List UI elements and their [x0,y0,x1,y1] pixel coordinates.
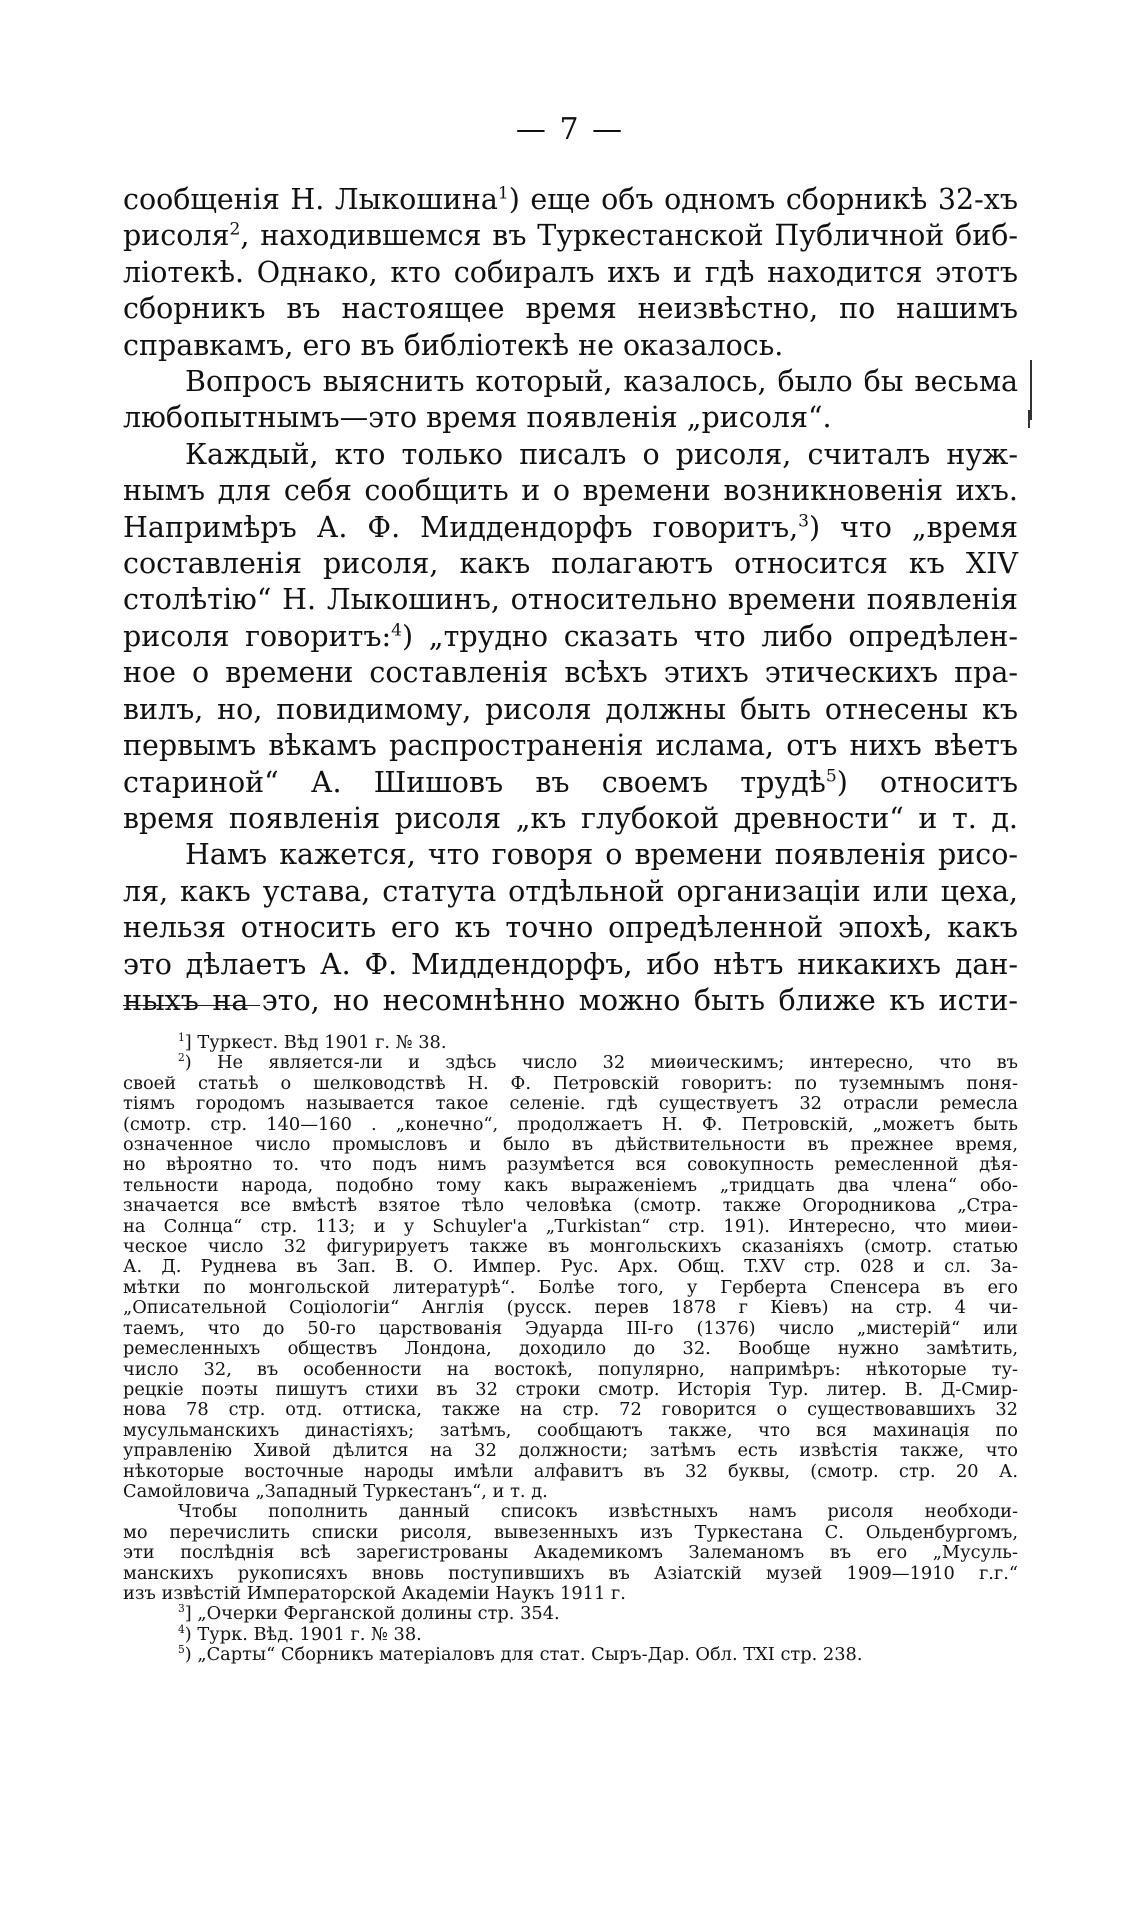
main-text [123,182,1018,1019]
main-line-10: Напримѣръ А. Ф. Миддендорфъ говоритъ,$^3$) что „время [123,510,1018,544]
footnote-1: $^1$] Туркест. Вѣд 1901 г. № 38. [178,1031,447,1053]
footnote-line: означенное число промысловъ и было въ дѣйствительности въ прежнее время, [123,1134,1018,1156]
main-line-23: ныхъ на это, но несомнѣнно можно быть ближе къ исти- [123,983,1018,1017]
main-line-17: стариной“ А. Шишовъ въ своемъ трудѣ$^5$) относитъ [123,765,1018,799]
main-line-19: Намъ кажется, что говоря о времени появленія рисо- [185,838,1018,872]
main-line-22: это дѣлаетъ А. Ф. Миддендорфъ, ибо нѣтъ никакихъ дан- [123,947,1018,981]
footnote-line: (смотр. стр. 140—160 . „конечно“, продолжаетъ Н. Ф. Петровскій, „можетъ быть [123,1113,1018,1135]
footnote-5: $^5$) „Сарты“ Сборникъ матеріаловъ для стат. Сыръ-Дар. Обл. TXI стр. 238. [178,1643,863,1666]
footnote-line: мусульманскихъ династіяхъ; затѣмъ, сообщаютъ также, что вся махинація по [123,1419,1018,1441]
footnote-line: своей статьѣ о шелководствѣ Н. Ф. Петровскій говоритъ: по туземнымъ поня- [123,1072,1018,1094]
footnote-separator-rule [123,1005,260,1006]
margin-pencil-mark [1030,360,1032,420]
footnote-line: управленію Хивой дѣлится на 32 должности; затѣмъ есть извѣстія также, что [123,1440,1018,1462]
main-line-4: сборникъ въ настоящее время неизвѣстно, по нашимъ [123,292,1018,326]
footnote-line: Самойловича „Западный Туркестанъ“, и т. д. [123,1480,548,1502]
footnote-line: рецкіе поэты пишутъ стихи въ 32 строки смотр. Исторія Тур. литер. В. Д-Смир- [123,1378,1018,1400]
footnote-line: таемъ, что до 50-го царствованія Эдуарда III-го (1376) число „мистерій“ или [123,1317,1018,1339]
margin-pencil-mark [1028,410,1030,428]
footnote-line: А. Д. Руднева въ Зап. В. О. Импер. Рус. Арх. Общ. T.XV стр. 028 и сл. За- [123,1256,1018,1278]
main-line-13: рисоля говоритъ:$^4$) „трудно сказать что либо опредѣлен- [123,619,1018,653]
main-line-9: нымъ для себя сообщить и о времени возникновенія ихъ. [123,474,1018,508]
main-line-6: Вопросъ выяснить который, казалось, было бы весьма [185,365,1018,399]
footnote-line: нова 78 стр. отд. оттиска, также на стр. 72 говорится о существовавшихъ 32 [123,1399,1018,1421]
footnote-line: Чтобы пополнить данный списокъ извѣстныхъ намъ рисоля необходи- [178,1501,1018,1523]
main-line-16: первымъ вѣкамъ распространенія ислама, отъ нихъ вѣетъ [123,729,1018,763]
footnote-line: на Солнца“ стр. 113; и у Schuyler'a „Turkistan“ стр. 191). Интересно, что миѳи- [123,1215,1018,1237]
main-line-14: ное о времени составленія всѣхъ этихъ этическихъ пра- [123,656,1018,690]
footnote-line: тіямъ городомъ называется такое селеніе. гдѣ существуетъ 32 отрасли ремесла [123,1093,1018,1115]
footnote-line: ческое число 32 фигурируетъ также въ монгольскихъ сказаніяхъ (смотр. статью [123,1236,1018,1258]
footnote-line: изъ извѣстій Императорской Академіи Наукъ 1911 г. [123,1582,626,1604]
main-line-7: любопытнымъ—это время появленія „рисоля“. [123,401,832,435]
footnote-line: но вѣроятно то. что подъ нимъ разумѣется вся совокупность ремесленной дѣя- [123,1154,1018,1176]
footnote-4: $^4$) Турк. Вѣд. 1901 г. № 38. [178,1622,422,1645]
main-line-21: нельзя относить его къ точно опредѣленной эпохѣ, какъ [123,911,1018,945]
footnotes [123,1033,1018,1666]
footnote-line: мѣтки по монгольской литературѣ“. Болѣе того, у Герберта Спенсера въ его [123,1276,1018,1298]
footnote-line: число 32, въ особенности на востокѣ, популярно, напримѣръ: нѣкоторые ту- [123,1358,1018,1380]
main-line-8: Каждый, кто только писалъ о рисоля, считалъ нуж- [185,437,1018,471]
footnote-line: нѣкоторые восточные народы имѣли алфавитъ въ 32 буквы, (смотр. стр. 20 А. [123,1460,1018,1482]
footnote-line: эти послѣднія всѣ зарегистрованы Академикомъ Залеманомъ въ его „Мусуль- [123,1542,1018,1564]
main-line-12: столѣтію“ Н. Лыкошинъ, относительно времени появленія [123,583,1018,617]
footnote-line: значается все вмѣстѣ взятое тѣло человѣка (смотр. также Огородникова „Стра- [123,1195,1018,1217]
page-number: — 7 — [515,112,625,147]
main-line-20: ля, какъ устава, статута отдѣльной организаціи или цеха, [123,874,1018,908]
footnote-line: мо перечислить списки рисоля, вывезенныхъ изъ Туркестана С. Ольденбургомъ, [123,1521,1018,1543]
main-line-1: сообщенія Н. Лыкошина$^1$) еще объ одномъ сборникѣ 32-хъ [123,183,1018,216]
footnote-line: ремесленныхъ обществъ Лондона, доходило до 32. Вообще нужно замѣтить, [123,1338,1018,1360]
footnote-3: $^3$] „Очерки Ферганской долины стр. 354. [178,1602,560,1625]
footnote-line: манскихъ рукописяхъ вновь поступившихъ въ Азіатскій музей 1909—1910 г.г.“ [123,1562,1018,1584]
main-line-11: составленія рисоля, какъ полагаютъ относится къ XIV [123,547,1018,581]
main-line-15: вилъ, но, повидимому, рисоля должны быть отнесены къ [123,692,1018,726]
main-line-18: время появленія рисоля „къ глубокой древности“ и т. д. [123,801,1018,835]
main-line-2: рисоля$^2$, находившемся въ Туркестанской Публичной биб- [123,219,1018,253]
main-line-3: ліотекѣ. Однако, кто собиралъ ихъ и гдѣ находится этотъ [123,255,1018,289]
footnote-2: $^2$) Не является-ли и здѣсь число 32 миѳическимъ; интересно, что въ [178,1051,1018,1074]
footnote-line: „Описательной Соціологіи“ Англія (русск. перев 1878 г Кіевъ) на стр. 4 чи- [123,1297,1018,1319]
footnote-line: тельности народа, подобно тому какъ выраженіемъ „тридцать два члена“ обо- [123,1174,1018,1196]
main-line-5: справкамъ, его въ библіотекѣ не оказалось. [123,328,784,362]
